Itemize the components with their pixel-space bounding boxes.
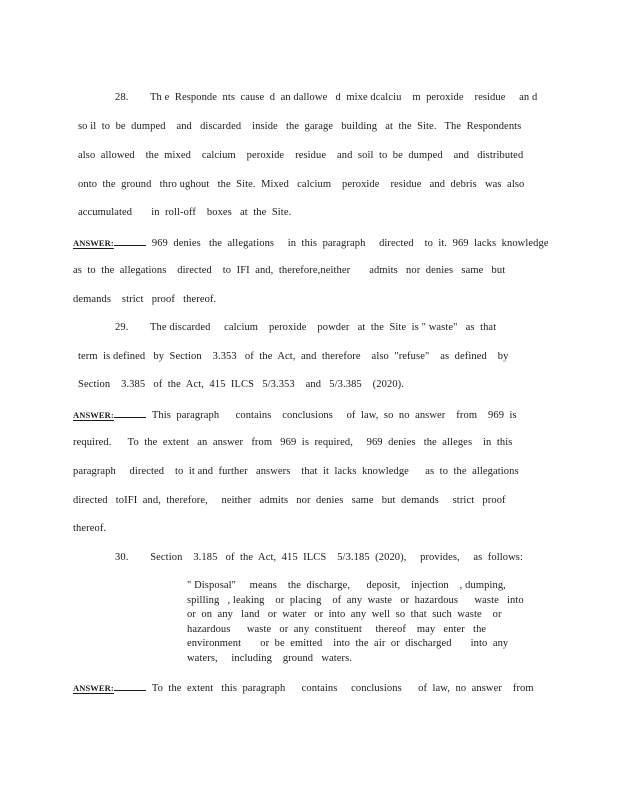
paragraph-line: 30. Section 3.185 of the Act, 415 ILCS 5/3.185 (2020), provides, as follows: — [115, 552, 524, 563]
paragraph-line: 29. The discarded calcium peroxide powder at the Site is " waste" as that — [115, 322, 497, 333]
answer-line — [73, 235, 549, 251]
paragraph-line: 28. Th e Responde nts cause d an dallowe d mixe dcalciu m peroxide residue an d — [115, 92, 538, 103]
quote-line: waters, including ground waters. — [187, 653, 353, 664]
quote-line: environment or be emitted into the air or discharged into any — [187, 638, 509, 649]
answer-label: ANSWER: — [73, 238, 114, 248]
paragraph-line: onto the ground thro ughout the Site. Mixed calcium peroxide residue and debris was also — [78, 179, 525, 190]
answer-underline — [114, 680, 146, 691]
paragraph-line: accumulated in roll-off boxes at the Site. — [78, 207, 292, 218]
answer-label: ANSWER: — [73, 410, 114, 420]
quote-line: or on any land or water or into any well so that such waste or — [187, 609, 502, 620]
answer-text: 969 denies the allegations in this paragraph directed to it. 969 lacks knowledge — [151, 238, 549, 249]
answer-text: This paragraph contains conclusions of law, so no answer from 969 is — [151, 410, 517, 421]
paragraph-line: so il to be dumped and discarded inside the garage building at the Site. The Respondents — [78, 121, 522, 132]
answer-line — [73, 407, 517, 423]
answer-line: as to the allegations directed to IFI and, therefore,neither admits nor denies same but — [73, 265, 506, 276]
answer-line: paragraph directed to it and further answers that it lacks knowledge as to the allegations — [73, 466, 519, 477]
paragraph-line: Section 3.385 of the Act, 415 ILCS 5/3.353 and 5/3.385 (2020). — [78, 379, 404, 390]
answer-line: demands strict proof thereof. — [73, 294, 217, 305]
answer-underline — [114, 407, 146, 418]
answer-line: directed toIFI and, therefore, neither admits nor denies same but demands strict proof — [73, 495, 506, 506]
answer-line: thereof. — [73, 523, 107, 534]
quote-line: spilling , leaking or placing of any waste or hazardous waste into — [187, 595, 524, 606]
answer-line — [73, 680, 534, 696]
answer-underline — [114, 235, 146, 246]
answer-text: To the extent this paragraph contains conclusions of law, no answer from — [151, 683, 534, 694]
answer-line: required. To the extent an answer from 969 is required, 969 denies the alleges in this — [73, 437, 513, 448]
answer-label: ANSWER: — [73, 683, 114, 693]
paragraph-line: term is defined by Section 3.353 of the Act, and therefore also "refuse" as defined by — [78, 351, 509, 362]
quote-line: " Disposal" means the discharge, deposit, injection , dumping, — [187, 580, 506, 591]
paragraph-line: also allowed the mixed calcium peroxide residue and soil to be dumped and distributed — [78, 150, 524, 161]
quote-line: hazardous waste or any constituent thereof may enter the — [187, 624, 487, 635]
